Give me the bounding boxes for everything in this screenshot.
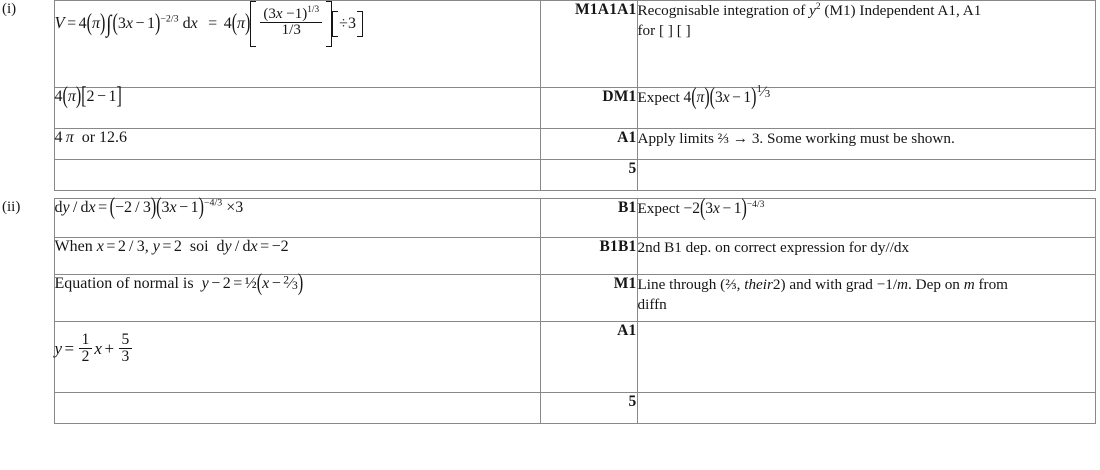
note-text-i-1b: (M1) Independent A1, A1	[824, 2, 982, 19]
notes-cell-ii-2	[637, 238, 1095, 275]
part-spacer-i-3	[2, 129, 54, 160]
formula-normal-equation: Equation of normal is y − 2 = ½(x − $^2⁄_3$)	[54, 270, 304, 296]
note-text-ii-3b: 2) and with grad −1/	[772, 276, 898, 293]
part-spacer-ii-3	[2, 275, 54, 322]
formula-volume-integral: $V = 4(\pi)\int(3x - 1)^{-2/3}$ dx = 4(π) $\frac{(3x -1)^{1/3}}{1/3}$ ÷3	[55, 15, 363, 32]
table-row	[2, 199, 1095, 238]
table-separator	[2, 191, 1100, 198]
notes-cell-ii-4	[637, 322, 1095, 393]
notes-cell-i-3	[637, 129, 1095, 160]
part-label-ii: (ii)	[2, 199, 54, 238]
note-symbol-m-2: m	[963, 276, 975, 293]
marks-cell-ii-2: B1B1	[540, 238, 637, 275]
formula-four-pi-result: 4 π or 12.6	[54, 129, 128, 146]
working-cell-ii-4	[54, 322, 540, 393]
table-row	[2, 160, 1095, 191]
formula-bracket-2-minus-1: 4(π)[2 − 1]	[54, 83, 122, 109]
note-text-i-3: Apply limits ⅔ → 3. Some working must be shown.	[637, 130, 955, 147]
table-row	[2, 1, 1095, 88]
note-text-i-1a: Recognisable integration of	[637, 2, 806, 19]
working-cell-ii-2	[54, 238, 540, 275]
marks-cell-ii-1: B1	[540, 199, 637, 238]
notes-cell-ii-5	[637, 393, 1095, 424]
formula-substitute-values: When x = 2 / 3, y = 2 soi dy / dx = −2	[54, 238, 289, 255]
table-row	[2, 275, 1095, 322]
marks-cell-ii-4: A1	[540, 322, 637, 393]
working-cell-i-3	[54, 129, 540, 160]
marks-cell-i-3: A1	[540, 129, 637, 160]
working-cell-i-2	[54, 83, 540, 129]
marks-cell-i-1: M1A1A1	[540, 1, 637, 88]
marks-total-cell-ii: 5	[540, 393, 637, 424]
working-cell-i-1	[54, 1, 540, 88]
note-text-i-1c: for [ ] [ ]	[637, 21, 691, 39]
note-symbol-y-squared: $y^2$	[809, 1, 821, 19]
note-text-ii-3a: Line through (⅔,	[637, 276, 741, 293]
notes-cell-ii-1	[637, 195, 1095, 238]
formula-derivative: dy / dx = $(-2 / 3)(3x - 1)^{-4/3} \times 3$	[54, 194, 244, 220]
mark-scheme-table-part-i	[2, 0, 1096, 191]
notes-cell-i-4	[637, 160, 1095, 191]
note-text-ii-3-their: their	[744, 276, 773, 293]
mark-scheme-table-part-ii	[2, 194, 1096, 424]
part-label-i: (i)	[2, 1, 54, 88]
table-row	[2, 322, 1095, 393]
note-formula-i-2: $4(\pi)(3x - 1)^{^1⁄_3}$	[683, 82, 771, 110]
note-formula-ii-1: $-2(3x - 1)^{-4/3}$	[683, 195, 765, 221]
table-row	[2, 88, 1095, 129]
working-cell-ii-5	[54, 393, 540, 424]
note-text-ii-3c: . Dep on	[908, 276, 960, 293]
table-row	[2, 393, 1095, 424]
working-cell-ii-3	[54, 270, 540, 322]
note-text-ii-1-prefix: Expect	[637, 200, 680, 217]
notes-cell-i-2	[637, 82, 1095, 129]
marks-cell-ii-3: M1	[540, 275, 637, 322]
part-spacer-ii-4	[2, 322, 54, 393]
note-text-i-2-prefix: Expect	[637, 89, 680, 106]
note-text-ii-2: 2nd B1 dep. on correct expression for dy//dx	[637, 239, 910, 256]
notes-cell-ii-3	[637, 275, 1095, 322]
working-cell-ii-1	[54, 194, 540, 238]
part-spacer-ii-5	[2, 393, 54, 424]
part-spacer-ii-2	[2, 238, 54, 275]
part-spacer-i-4	[2, 160, 54, 191]
working-cell-i-4	[54, 160, 540, 191]
table-row	[2, 129, 1095, 160]
table-row	[2, 238, 1095, 275]
marks-cell-i-2: DM1	[540, 88, 637, 129]
marks-total-cell-i: 5	[540, 160, 637, 191]
part-spacer-i-2	[2, 88, 54, 129]
note-symbol-m-1: m	[897, 276, 909, 293]
formula-normal-line-final: y = $\frac{1}{2}$ x + $\frac{5}{3}$	[55, 339, 135, 358]
note-text-ii-3d: from	[978, 276, 1008, 293]
notes-cell-i-1	[637, 1, 1095, 88]
note-text-ii-3e: diffn	[637, 295, 667, 313]
